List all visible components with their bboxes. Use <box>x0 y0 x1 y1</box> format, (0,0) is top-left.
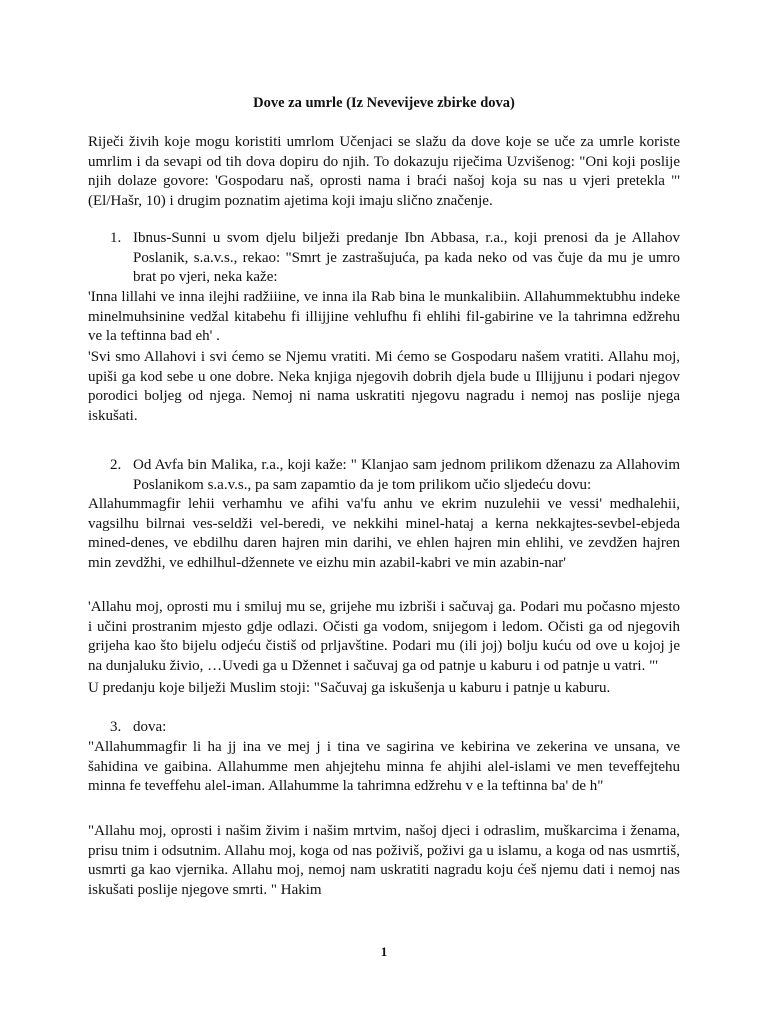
hadith-note: U predanju koje bilježi Muslim stoji: "Sačuvaj ga iskušenja u kaburu i patnje u kaburu. <box>88 680 611 696</box>
list-item-number: 3. <box>110 719 122 735</box>
list-item-3 <box>88 718 680 738</box>
list-item-number: 2. <box>110 457 122 473</box>
dua-translation-3: "Allahu moj, oprosti i našim živim i našim mrtvim, našoj djeci i odraslim, muškarcima i ženama, prisu tnim i odsutnim. Allahu moj, koga od nas poživiš, poživi ga u islamu, a koga od nas usmrtiš, usmrti ga kao vjernika. Allahu moj, nemoj nam uskratiti nagradu koju ćeš njemu dati i nemoj nas iskušati poslije njegove smrti. " Hakim <box>88 823 680 898</box>
dua-translation-2: 'Allahu moj, oprosti mu i smiluj mu se, grijehe mu izbriši i sačuvaj ga. Podari mu počasno mjesto i učini prostranim mjesto gdje odlazi. Očisti ga vodom, snijegom i ledom. Očisti ga od njegovih grijeha kao što bijelu odjeću čistiš od prljavštine. Podari mu (ili joj) bolju kuću od ove u kojoj je na dunjaluku živio, …Uvedi ga u Džennet i sačuvaj ga od patnje u kaburu i od patnje u vatri. "' <box>88 599 680 674</box>
intro-paragraph: Riječi živih koje mogu koristiti umrlom Učenjaci se slažu da dove koje se uče za umrle koriste umrlim i da sevapi od tih dova dopiru do njih. To dokazuju riječima Uzvišenog: "Oni koji poslije njih dolaze govore: 'Gospodaru naš, oprosti nama i braći našoj koja su nas u vjeri pretekla "' (El/Hašr, 10) i drugim poznatim ajetima koji imaju slično značenje. <box>88 134 680 209</box>
dua-transliteration-3: "Allahummagfir li ha jj ina ve mej j i tina ve sagirina ve kebirina ve zekerina ve unsana, ve šahidina ve gaibina. Allahumme men ahjejtehu minna fe ahjihi alel-islami ve men teveffejtehu minna fe teveffehu alel-iman. Allahumme la tahrimna edžrehu v e la teftinna ba' de h" <box>88 739 680 795</box>
list-item-text: dova: <box>133 719 167 735</box>
document-title: Dove za umrle (Iz Nevevijeve zbirke dova) <box>253 95 515 111</box>
list-item-text: Od Avfa bin Malika, r.a., koji kaže: " Klanjao sam jednom prilikom dženazu za Allahovim Poslanikom s.a.v.s., pa sam zapamtio da je tom prilikom učio sljedeću dovu: <box>133 457 680 493</box>
dua-transliteration-1: 'Inna lillahi ve inna ilejhi radžiiine, ve inna ila Rab bina le munkalibiin. Allahummektubhu indeke minelmuhsinine vedžal kitabehu fi illijjine vehlufhu fi ehlihi fil-gabirine ve la tahrimna edžrehu ve la teftinna bad eh' . <box>88 289 680 345</box>
dua-transliteration-2: Allahummagfir lehii verhamhu ve afihi va'fu anhu ve ekrim nuzulehii ve vessi' medhalehii, vagsilhu bilrnai ves-seldži vel-beredi, ve nekkihi minel-hataj a kerna nekkajtes-sevbel-ebjeda mined-denes, ve ebdilhu daren hajren min darihi, ve ehlen hajren min ehlihi, ve zevdžen hajren min zevdžhi, ve edhilhul-džennete ve eizhu min azabil-kabri ve min azabin-nar' <box>88 496 680 571</box>
dua-translation-1: 'Svi smo Allahovi i svi ćemo se Njemu vratiti. Mi ćemo se Gospodaru našem vratiti. Allahu moj, upiši ga kod sebe u one dobre. Neka knjiga njegovih dobrih djela bude u Illijjunu i podari njegov porodici boljeg od njega. Nemoj ni nama uskratiti njegovu nagradu i nemoj nas poslije njega iskušati. <box>88 349 680 424</box>
list-item-2 <box>88 456 680 495</box>
page-number: 1 <box>380 944 388 959</box>
list-item-number: 1. <box>110 230 122 246</box>
list-item-text: Ibnus-Sunni u svom djelu bilježi predanje Ibn Abbasa, r.a., koji prenosi da je Allahov Poslanik, s.a.v.s., rekao: "Smrt je zastrašujuća, pa kada neko od vas čuje da mu je umro brat po vjeri, neka kaže: <box>133 230 680 286</box>
list-item-1 <box>88 229 680 288</box>
